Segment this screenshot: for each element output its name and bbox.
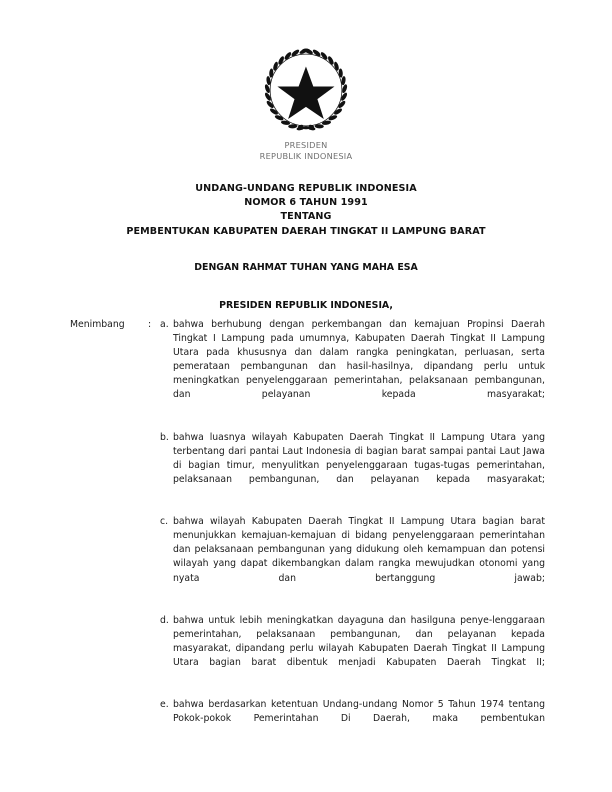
list-item-marker: b.	[160, 431, 169, 443]
list-item	[160, 515, 545, 600]
presidential-emblem-block	[0, 44, 612, 161]
subtitle-spacer	[0, 275, 612, 299]
document-title-block	[0, 182, 612, 239]
title-law-type: UNDANG-UNDANG REPUBLIK INDONESIA	[195, 183, 417, 194]
emblem-caption	[0, 140, 612, 161]
list-item-marker: d.	[160, 614, 169, 626]
title-law-number: NOMOR 6 TAHUN 1991	[244, 197, 368, 209]
considering-section	[0, 318, 612, 740]
considering-item-list	[160, 318, 545, 740]
list-item	[160, 431, 545, 501]
list-item	[160, 698, 545, 740]
considering-colon: :	[148, 319, 152, 330]
authority-line: PRESIDEN REPUBLIK INDONESIA,	[219, 300, 393, 311]
list-item-text: bahwa berdasarkan ketentuan Undang-undang Nomor 5 Tahun 1974 tentang Pokok-pokok Pemerintahan Di Daerah, maka pembentukan	[173, 699, 545, 725]
blessing-line: DENGAN RAHMAT TUHAN YANG MAHA ESA	[194, 262, 418, 273]
list-item	[160, 318, 545, 417]
considering-row	[0, 318, 612, 740]
list-item-marker: a.	[160, 319, 169, 330]
title-about-keyword: TENTANG	[280, 211, 332, 223]
indonesian-presidential-seal-icon	[260, 44, 352, 136]
list-item-text: bahwa berhubung dengan perkembangan dan kemajuan Propinsi Daerah Tingkat I Lampung pada umumnya, Kabupaten Daerah Tingkat II Lampung Utara pada khususnya dan dalam rangka peningkatan, perluasan, serta pemerataan pembangunan dan hasil-hasilnya, dipandang perlu untuk meningkatkan penyelenggaraan pemerintahan, pelaksanaan pembangunan, dan pelayanan kepada masyarakat;	[173, 319, 545, 401]
considering-label: Menimbang	[70, 319, 125, 330]
emblem-caption-line-2: REPUBLIK INDONESIA	[259, 150, 353, 161]
list-item-marker: c.	[160, 516, 169, 528]
emblem-caption-line-1: PRESIDEN	[284, 140, 328, 150]
document-subtitle-block	[0, 261, 612, 313]
title-law-subject: PEMBENTUKAN KABUPATEN DAERAH TINGKAT II LAMPUNG BARAT	[126, 225, 486, 237]
list-item	[160, 614, 545, 684]
list-item-text: bahwa wilayah Kabupaten Daerah Tingkat II Lampung Utara bagian barat menunjukkan kemajuan-kemajuan di bidang penyelenggaraan pemerintahan dan pelaksanaan pembangunan yang didukung oleh kemampuan dan potensi wilayah yang dapat dikembangkan dalam rangka mewujudkan otonomi yang nyata dan bertanggung jawab;	[173, 516, 545, 584]
list-item-text: bahwa untuk lebih meningkatkan dayaguna dan hasilguna penye-lenggaraan pemerintahan, pelaksanaan pembangunan, dan pelayanan kepada masyarakat, dipandang perlu wilayah Kabupaten Daerah Tingkat II Lampung Utara bagian barat dibentuk menjadi Kabupaten Daerah Tingkat II;	[173, 614, 545, 668]
list-item-marker: e.	[160, 699, 169, 711]
list-item-text: bahwa luasnya wilayah Kabupaten Daerah Tingkat II Lampung Utara yang terbentang dari pantai Laut Indonesia di bagian barat sampai pantai Laut Jawa di bagian timur, menyulitkan penyelenggaraan tugas-tugas pemerintahan, pelaksanaan pembangunan, dan pelayanan kepada masyarakat;	[173, 431, 545, 485]
